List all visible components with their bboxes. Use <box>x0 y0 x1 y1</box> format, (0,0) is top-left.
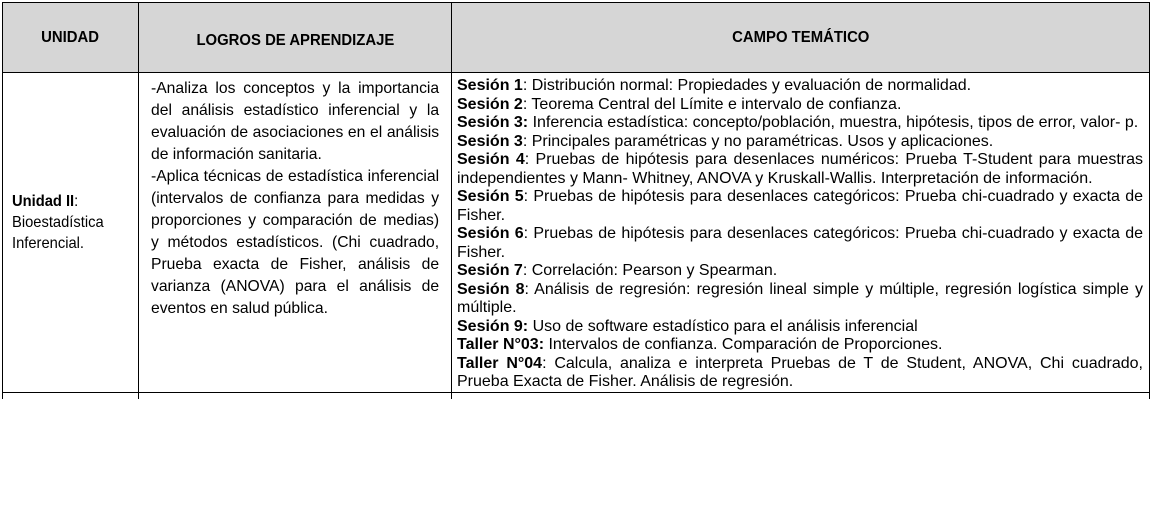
unidad-line1: Bioestadística <box>12 213 104 231</box>
sesion-item <box>457 114 1143 133</box>
sesion-item: Sesión 4: Pruebas de hipótesis para desenlaces numéricos: Prueba T-Student para muestras independientes y Mann- Whitney, ANOVA y Kruskall-Wallis. Interpretación de información. <box>457 151 1143 187</box>
sesion-text: Intervalos de confianza. Comparación de Proporciones. <box>544 336 943 353</box>
sesion-item: Sesión 5: Pruebas de hipótesis para desenlaces categóricos: Prueba chi-cuadrado y exacta de Fisher. <box>457 188 1143 224</box>
unidad-title: Unidad II: <box>12 192 79 210</box>
sesion-label: Sesión 9: <box>457 317 529 335</box>
unidad-cell <box>3 73 139 393</box>
sesion-label: Sesión 7 <box>457 262 523 279</box>
sesion-text: Uso de software estadístico para el análisis inferencial <box>528 317 918 335</box>
content-row <box>3 73 1150 393</box>
header-campo: CAMPO TEMÁTICO <box>452 3 1150 73</box>
header-unidad: UNIDAD <box>3 3 139 73</box>
sesion-item: Sesión 6: Pruebas de hipótesis para desenlaces categóricos: Prueba chi-cuadrado y exacta de Fisher. <box>457 225 1143 261</box>
sesion-item <box>457 336 1143 355</box>
unidad-line2: Inferencial. <box>12 234 85 252</box>
sesion-text: Principales paramétricas y no paramétricas. Usos y aplicaciones. <box>527 132 994 150</box>
sesion-label: Sesión 2 <box>457 95 523 113</box>
sesion-item: Sesión 8: Análisis de regresión: regresión lineal simple y múltiple, regresión logística simple y múltiple. <box>457 280 1144 316</box>
sesion-label: Sesión 5 <box>457 188 524 205</box>
logros-cell <box>139 73 452 393</box>
sesion-item: Sesión 2: Teorema Central del Límite e intervalo de confianza. <box>457 95 902 113</box>
sesion-text: Correlación: Pearson y Spearman. <box>527 262 778 279</box>
sesion-label: Sesión 3: <box>457 114 529 131</box>
sesion-text: Calcula, analiza e interpreta Pruebas de T de Student, ANOVA, Chi cuadrado, Prueba Exacta de Fisher. Análisis de regresión. <box>457 354 1143 390</box>
sesion-label: Sesión 6 <box>457 225 524 242</box>
sesion-label: Sesión 3 <box>457 132 523 150</box>
syllabus-table <box>2 2 1150 399</box>
sesion-item: Sesión 7: Correlación: Pearson y Spearman. <box>457 262 778 279</box>
tail-row <box>3 392 1150 399</box>
sesion-item: Sesión 1: Distribución normal: Propiedades y evaluación de normalidad. <box>457 77 972 94</box>
sesion-text: Análisis de regresión: regresión lineal simple y múltiple, regresión logística simple y múltiple. <box>457 280 1144 316</box>
header-row <box>3 3 1150 73</box>
sesion-label: Taller N°03: <box>457 336 545 353</box>
sesion-text: Pruebas de hipótesis para desenlaces categóricos: Prueba chi-cuadrado y exacta de Fisher. <box>457 225 1143 261</box>
sesion-item <box>457 318 1143 337</box>
sesion-text: Distribución normal: Propiedades y evaluación de normalidad. <box>527 77 972 94</box>
sesion-label: Sesión 1 <box>457 77 523 94</box>
sesion-text: Pruebas de hipótesis para desenlaces numéricos: Prueba T-Student para muestras independientes y Mann- Whitney, ANOVA y Kruskall-Wallis. Interpretación de información. <box>457 151 1143 187</box>
sesion-item: Sesión 3: Principales paramétricas y no paramétricas. Usos y aplicaciones. <box>457 132 994 150</box>
sesion-label: Taller N°04 <box>457 354 543 372</box>
campo-cell <box>452 73 1150 393</box>
sesion-label: Sesión 4 <box>457 151 525 168</box>
header-logros: LOGROS DE APRENDIZAJE <box>139 3 452 73</box>
sesion-label: Sesión 8 <box>457 280 525 298</box>
sesion-text: Teorema Central del Límite e intervalo de confianza. <box>527 95 902 113</box>
sesion-text: Inferencia estadística: concepto/población, muestra, hipótesis, tipos de error, valor- p. <box>528 114 1139 131</box>
logro-item: -Aplica técnicas de estadística inferencial (intervalos de confianza para medidas y proporciones y comparación de medias) y métodos estadísticos. (Chi cuadrado, Prueba exacta de Fisher, análisis de varianza (ANOVA) para el análisis de eventos en salud pública. <box>151 168 440 317</box>
logro-item: -Analiza los conceptos y la importancia del análisis estadístico inferencial y la evaluación de asociaciones en el análisis de información sanitaria. <box>151 80 440 163</box>
sesion-item: Taller N°04: Calcula, analiza e interpreta Pruebas de T de Student, ANOVA, Chi cuadrado, Prueba Exacta de Fisher. Análisis de regresión. <box>457 354 1143 390</box>
sesion-text: Pruebas de hipótesis para desenlaces categóricos: Prueba chi-cuadrado y exacta de Fisher. <box>457 188 1143 224</box>
